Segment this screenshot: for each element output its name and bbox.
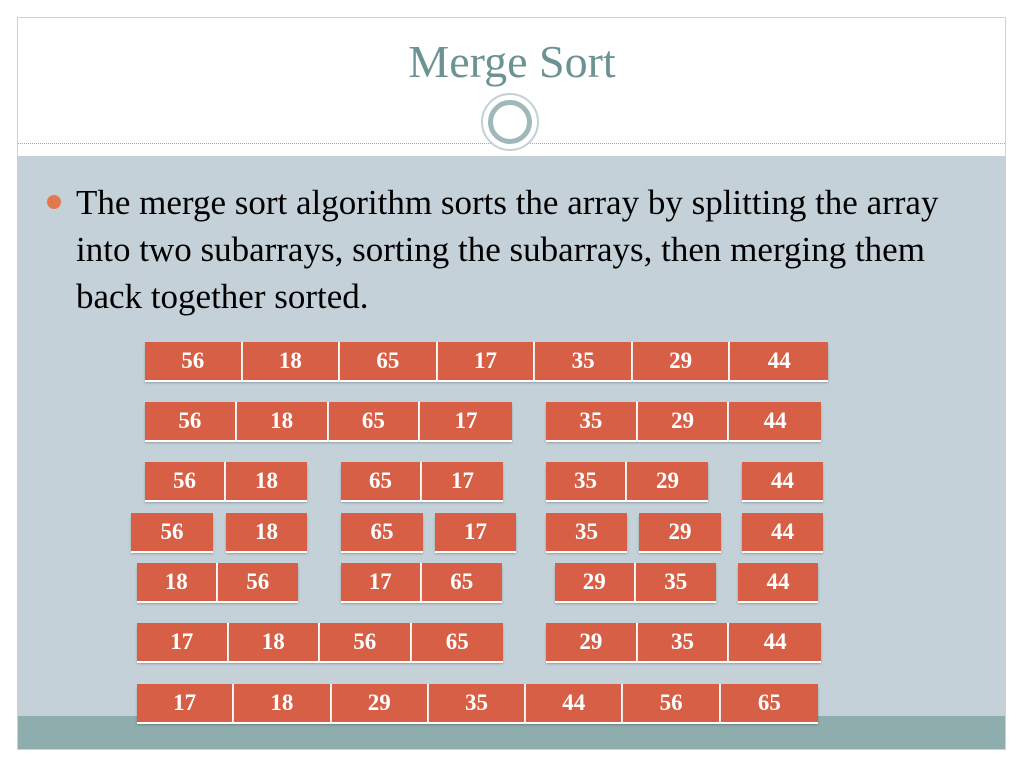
array-cell: 56 [145,342,243,380]
array-cell: 18 [234,684,331,722]
array-cell: 65 [721,684,818,722]
array-cell: 65 [341,462,422,500]
array-cell: 17 [137,684,234,722]
array-cell: 56 [131,513,213,551]
array-cell: 17 [137,623,229,661]
array-cell: 44 [730,342,828,380]
array-cell: 35 [546,402,638,440]
array-cell: 56 [218,563,299,601]
array-cell: 17 [420,402,512,440]
array-cell: 56 [145,462,226,500]
array-cell: 44 [738,563,818,601]
array-cell: 17 [435,513,516,551]
array-cell: 65 [422,563,503,601]
array-cell: 29 [332,684,429,722]
array-cell: 29 [633,342,731,380]
array-cell: 35 [546,462,627,500]
array-cell: 35 [636,563,717,601]
array-cell: 35 [429,684,526,722]
array-cell: 18 [237,402,329,440]
array-cell: 44 [742,462,823,500]
array-cell: 18 [226,513,307,551]
array-cell: 29 [627,462,708,500]
array-cell: 29 [639,513,721,551]
array-cell: 65 [340,342,438,380]
array-cell: 65 [329,402,421,440]
array-cell: 18 [229,623,321,661]
array-cell: 29 [546,623,638,661]
array-cell: 29 [638,402,730,440]
array-cell: 35 [546,513,627,551]
array-cell: 65 [412,623,504,661]
slide-title: Merge Sort [408,36,616,87]
array-cell: 35 [638,623,730,661]
bullet-text: The merge sort algorithm sorts the array by splitting the array into two subarrays, sorting the subarrays, then merging them back together sorted. [76,183,939,316]
array-cell: 18 [243,342,341,380]
array-cell: 56 [623,684,720,722]
array-cell: 18 [137,563,218,601]
array-cell: 44 [742,513,823,551]
array-cell: 18 [226,462,307,500]
array-cell: 56 [145,402,237,440]
array-cell: 44 [526,684,623,722]
array-cell: 17 [422,462,503,500]
array-cell: 56 [320,623,412,661]
array-cell: 29 [555,563,636,601]
array-cell: 44 [729,402,821,440]
array-cell: 17 [438,342,536,380]
array-cell: 17 [341,563,422,601]
array-cell: 44 [729,623,821,661]
array-cell: 35 [535,342,633,380]
array-cell: 65 [341,513,423,551]
